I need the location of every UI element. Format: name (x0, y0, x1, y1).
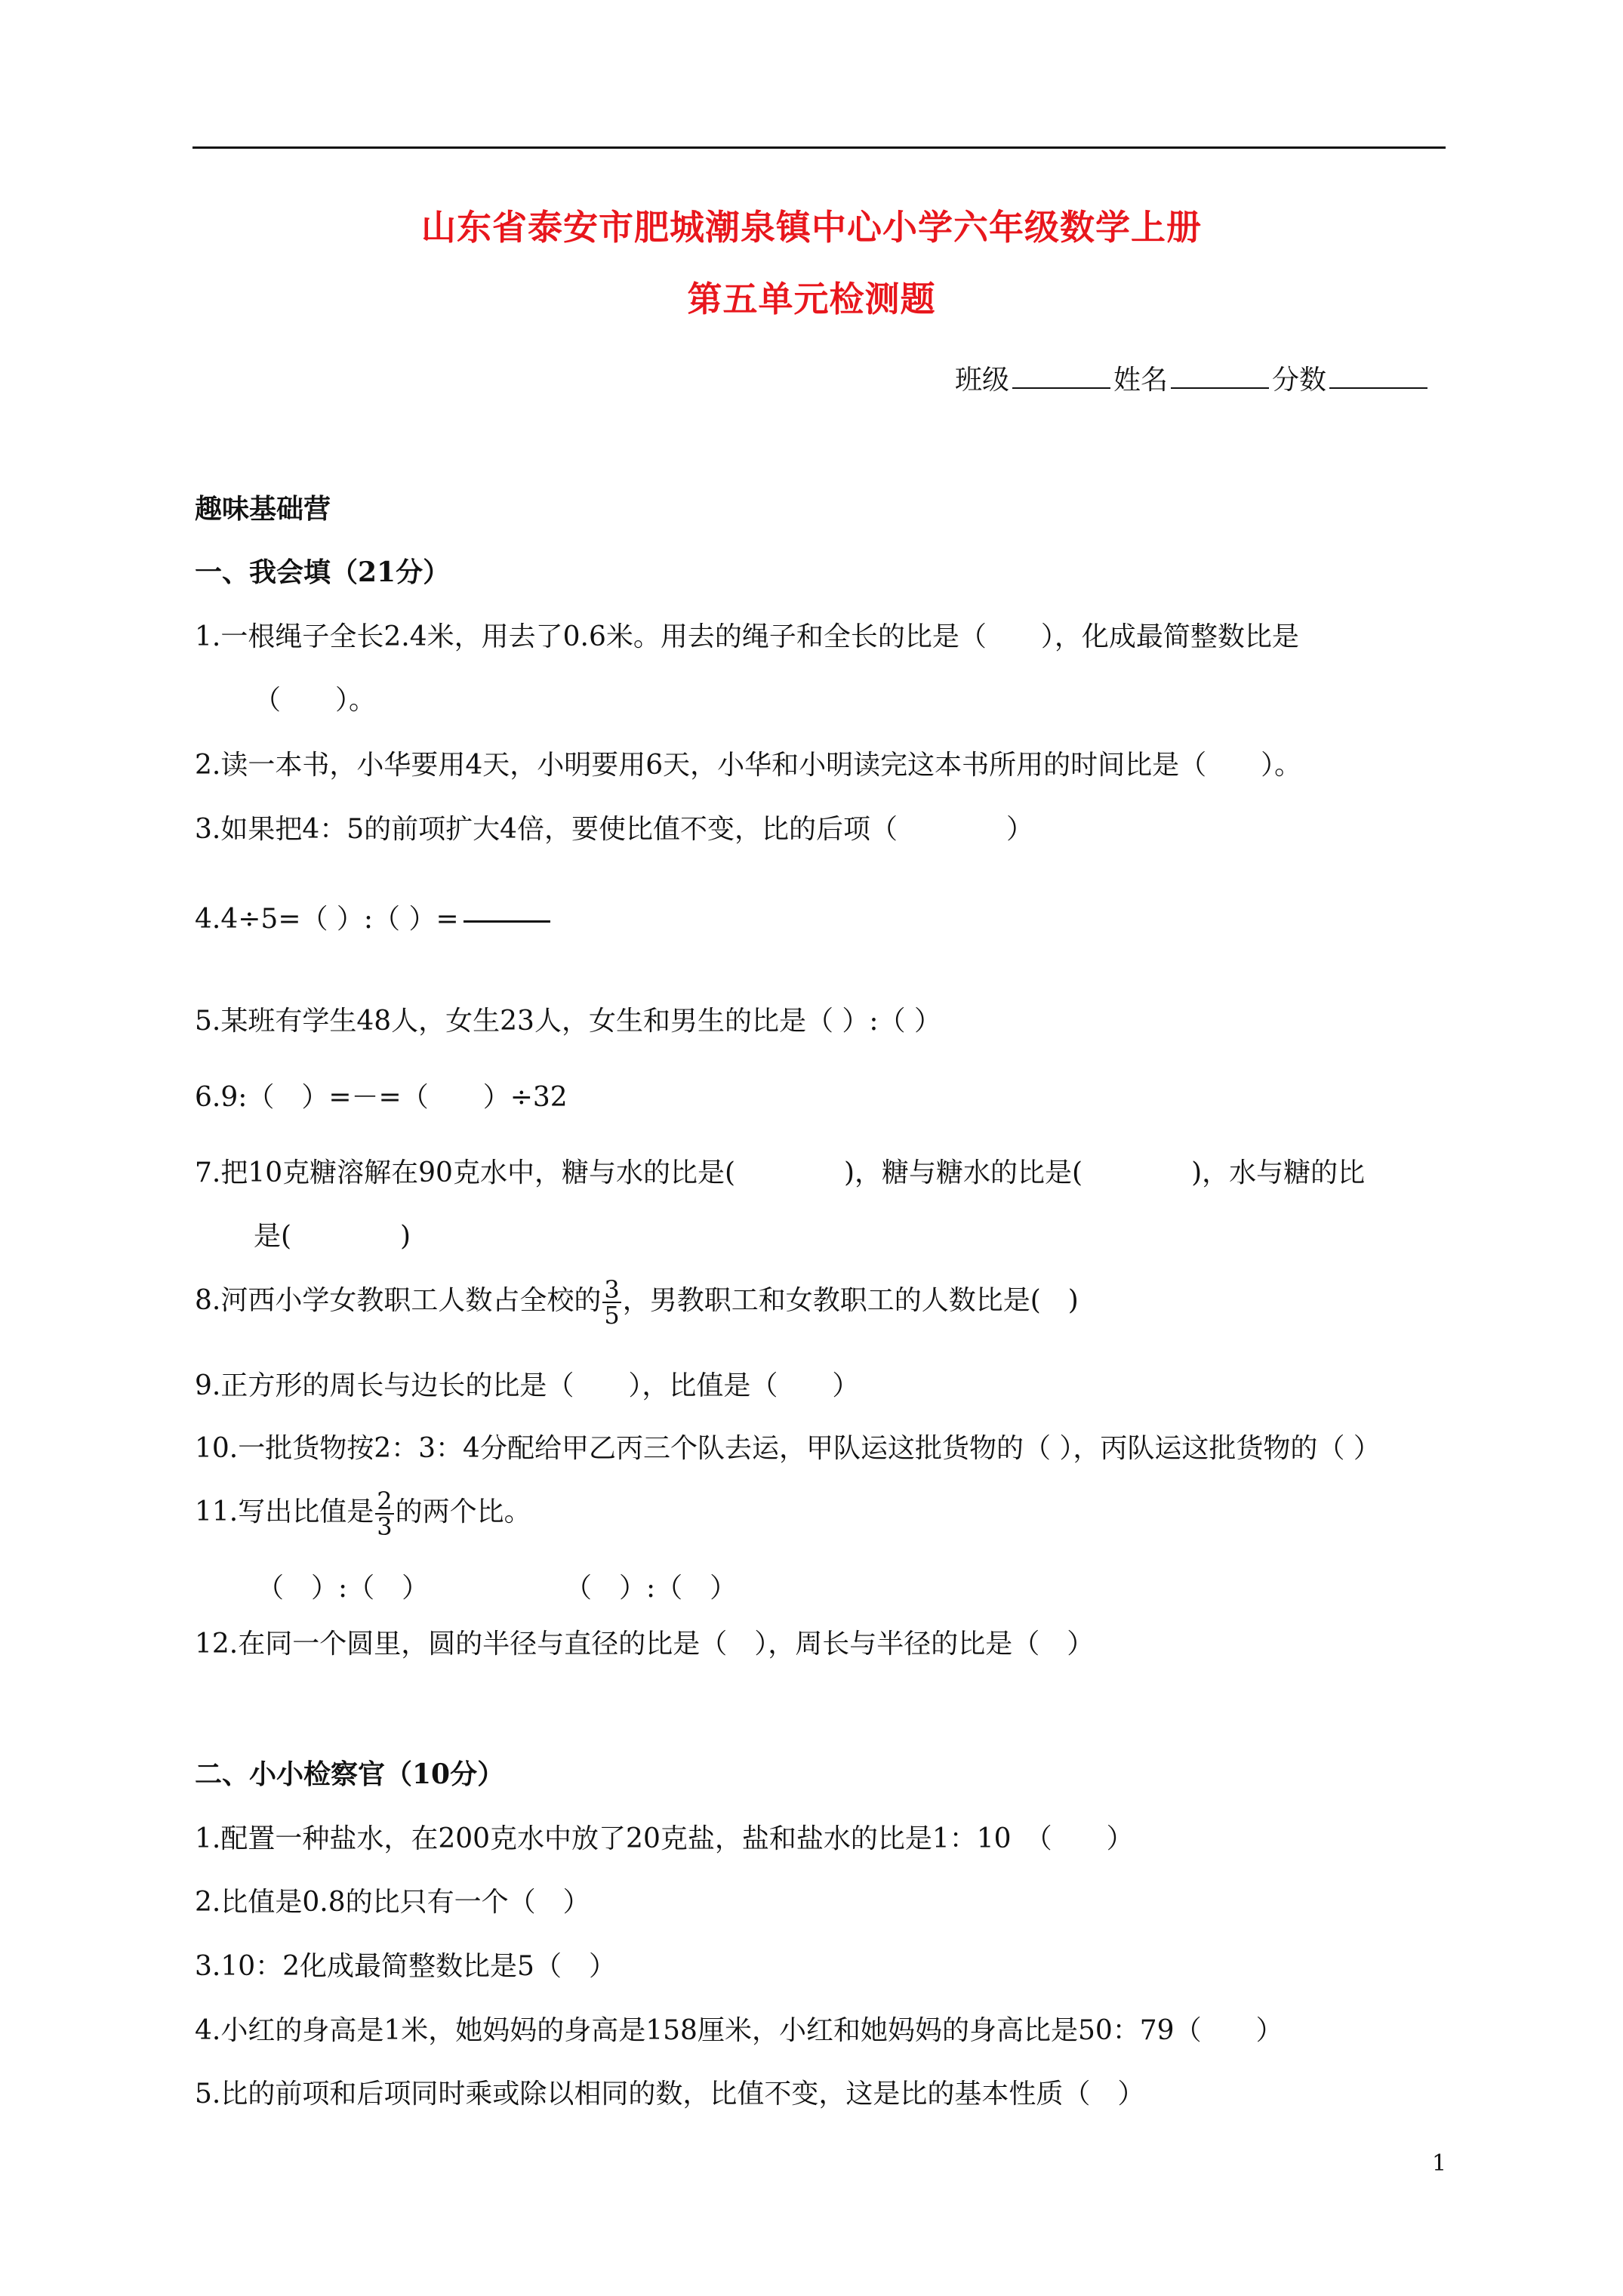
class-blank[interactable] (1012, 365, 1110, 389)
check-question-5: 5.比的前项和后项同时乘或除以相同的数，比值不变，这是比的基本性质（ ） (195, 2079, 1145, 2110)
question-11 (195, 1489, 531, 1539)
question-12: 12.在同一个圆里，圆的半径与直径的比是（ ），周长与半径的比是（ ） (195, 1629, 1095, 1660)
question-11-answer-1: （ ）:（ ） (257, 1573, 430, 1604)
question-11-pre: 11.写出比值是 (195, 1496, 374, 1527)
question-8 (195, 1275, 1079, 1330)
class-label: 班级 (955, 365, 1010, 396)
question-9: 9.正方形的周长与边长的比是（ ），比值是（ ） (195, 1370, 860, 1401)
fraction-blank (463, 920, 550, 923)
part1-heading: 一、我会填（21分） (195, 556, 451, 588)
question-7a: 7.把10克糖溶解在90克水中，糖与水的比是( )，糖与糖水的比是( )，水与糖的比 (195, 1157, 1366, 1188)
check-question-2: 2.比值是0.8的比只有一个（ ） (195, 1887, 590, 1918)
question-3: 3.如果把4：5的前项扩大4倍，要使比值不变，比的后项（ ） (195, 814, 1034, 845)
check-question-3: 3.10：2化成最简整数比是5（ ） (195, 1951, 616, 1982)
question-7b: 是( ) (254, 1221, 411, 1252)
part2-heading: 二、小小检察官（10分） (195, 1758, 505, 1790)
check-question-4: 4.小红的身高是1米，她妈妈的身高是158厘米，小红和她妈妈的身高比是50：79（ ） (195, 2015, 1283, 2046)
question-8-post: ，男教职工和女教职工的人数比是( ) (622, 1285, 1079, 1316)
fraction-three-fifths: $\frac{3}{5}$ (604, 1275, 620, 1330)
document-title: 山东省泰安市肥城潮泉镇中心小学六年级数学上册 (421, 207, 1202, 248)
document-subtitle: 第五单元检测题 (687, 279, 936, 319)
question-4-text: 4.4÷5=（ ）:（ ）= (195, 904, 459, 935)
student-info (955, 359, 1431, 397)
score-blank[interactable] (1329, 365, 1427, 389)
page-number: 1 (1432, 2150, 1447, 2177)
check-question-1: 1.配置一种盐水，在200克水中放了20克盐，盐和盐水的比是1：10 （ ） (195, 1823, 1134, 1854)
question-11-post: 的两个比。 (395, 1496, 531, 1527)
question-2: 2.读一本书，小华要用4天，小明要用6天，小华和小明读完这本书所用的时间比是（ ）。 (195, 750, 1302, 781)
question-8-pre: 8.河西小学女教职工人数占全校的 (195, 1285, 602, 1316)
score-label: 分数 (1272, 365, 1327, 396)
name-blank[interactable] (1171, 365, 1269, 389)
question-10: 10.一批货物按2：3：4分配给甲乙丙三个队去运，甲队运这批货物的（ ），丙队运这批货物的（ ） (195, 1433, 1381, 1464)
question-4 (195, 906, 550, 933)
question-5: 5.某班有学生48人，女生23人，女生和男生的比是（ ）:（ ） (195, 1006, 941, 1037)
question-6: 6.9:（ ）=－=（ ）÷32 (195, 1082, 568, 1113)
question-1a: 1.一根绳子全长2.4米，用去了0.6米。用去的绳子和全长的比是（ ），化成最简整数比是 (195, 621, 1299, 652)
section-heading: 趣味基础营 (195, 493, 331, 525)
header-rule (192, 146, 1446, 149)
name-label: 姓名 (1113, 365, 1169, 396)
question-1b: （ ）。 (254, 685, 377, 716)
fraction-two-thirds: $\frac{2}{3}$ (377, 1487, 393, 1541)
question-11-answer-2: （ ）:（ ） (565, 1573, 738, 1604)
